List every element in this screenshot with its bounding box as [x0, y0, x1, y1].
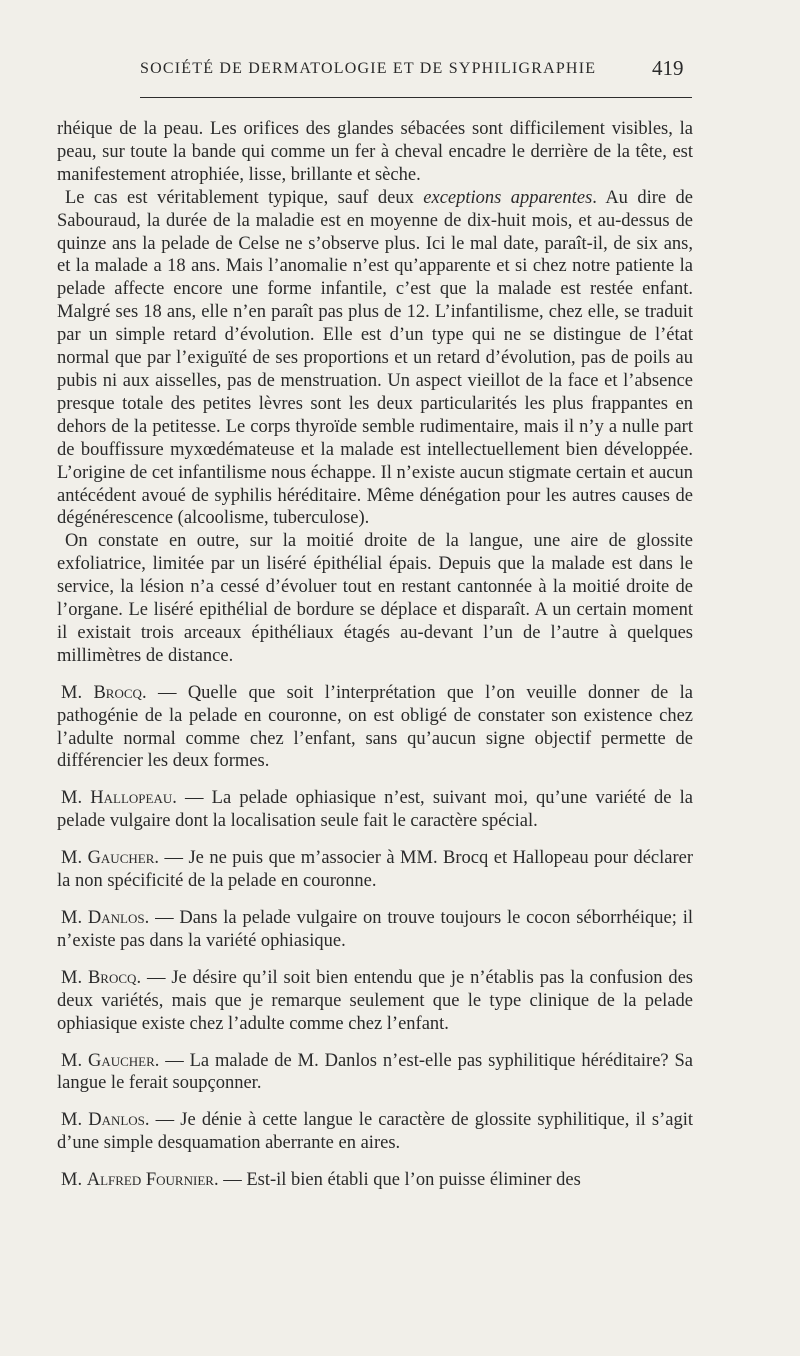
body-text [57, 118, 693, 1192]
italic-phrase: exceptions apparentes [423, 187, 593, 208]
speaker-title: M. [61, 848, 83, 869]
speech-brocq: M. Brocq. — Quelle que soit l’interprétation que l’on veuille donner de la pathogénie de la pelade en couronne, on est obligé de constater son existence chez l’adulte normal comme chez l’enfant, sans qu’aucun signe objectif permette de différencier les deux formes. [57, 682, 694, 772]
speaker-name: Danlos [87, 908, 145, 928]
speech-danlos: M. Danlos. — Dans la pelade vulgaire on trouve toujours le cocon séborrhéique; il n’existe pas dans la variété ophiasique. [57, 908, 693, 951]
speaker-title: M. [61, 682, 83, 703]
speech-hallopeau: M. Hallopeau. — La pelade ophiasique n’est, suivant moi, qu’une variété de la pelade vulgaire dont la localisation seule fait le caractère spécial. [57, 788, 693, 832]
speech-brocq: M. Brocq. — Je désire qu’il soit bien entendu que je n’établis pas la confusion des deux variétés, mais que je remarque seulement que le type clinique de la pelade ophiasique existe chez l’adulte comme chez l’enfant. [57, 967, 693, 1034]
speaker-name: Danlos [88, 1110, 145, 1131]
paragraph: On constate en outre, sur la moitié droite de la langue, une aire de glossite exfoliatrice, limitée par un liséré épithélial épais. Depuis que la malade est dans le service, la lésion n’a cessé d’évoluer tout en restant cantonnée à la moitié droite de l’organe. Le liséré epithélial de bordure se déplace et disparaît. A un certain moment il existait trois arceaux épithéliaux étagés au-devant l’un de l’autre à quelques millimètres de distance. [57, 531, 693, 666]
speaker-title: M. [61, 967, 83, 988]
header-rule [140, 97, 692, 98]
speaker-name: Alfred Fournier [86, 1170, 214, 1191]
speaker-title: M. [61, 1050, 83, 1071]
speaker-name: Hallopeau [90, 788, 173, 809]
speaker-title: M. [61, 1170, 83, 1191]
paragraph: rhéique de la peau. Les orifices des glandes sébacées sont difficilement visibles, la peau, sur toute la bande qui comme un fer à cheval encadre le derrière de la tête, est manifestement atrophiée, lisse, brillante et sèche. [57, 119, 693, 185]
page-number: 419 [652, 56, 684, 80]
speaker-name: Gaucher [87, 848, 155, 869]
speaker-name: Brocq [93, 682, 142, 703]
speaker-name: Brocq [87, 967, 137, 988]
speaker-title: M. [61, 908, 83, 928]
speaker-title: M. [61, 1110, 83, 1131]
speech-gaucher: M. Gaucher. — Je ne puis que m’associer à MM. Brocq et Hallopeau pour déclarer la non spécificité de la pelade en couronne. [57, 848, 694, 892]
paragraph: Le cas est véritablement typique, sauf deux exceptions apparentes. Au dire de Sabouraud, la durée de la maladie est en moyenne de dix-huit mois, et au-dessus de quinze ans la pelade de Celse ne s’observe plus. Ici le mal date, paraît-il, de six ans, et la malade a 18 ans. Mais l’anomalie n’est qu’apparente et si chez notre patiente la pelade affecte encore une forme infantile, c’est que la malade est restée enfant. Malgré ses 18 ans, elle n’en paraît pas plus de 12. L’infantilisme, chez elle, se traduit par un simple retard d’évolution. Elle est d’un type qui ne se distingue de l’état normal que par l’exiguïté de ses proportions et un retard d’évolution, pas de poils au pubis ni aux aisselles, pas de menstruation. Un aspect vieillot de la face et l’absence presque totale des petites lèvres sont les deux particularités les plus frappantes en dehors de la petitesse. Le corps thyroïde semble rudimentaire, mais il n’y a nulle part de bouffissure myxœdémateuse et la malade est intellectuellement bien développée. L’origine de cet infantilisme nous échappe. Il n’existe aucun stigmate certain et aucun antécédent avoué de syphilis héréditaire. Même dénégation pour les autres causes de dégénérescence (alcoolisme, tuberculose). [57, 187, 694, 529]
running-title: SOCIÉTÉ DE DERMATOLOGIE ET DE SYPHILIGRAPHIE [140, 60, 597, 77]
speech-alfred-fournier: M. Alfred Fournier. — Est-il bien établi que l’on puisse éliminer des [61, 1170, 581, 1191]
speech-danlos: M. Danlos. — Je dénie à cette langue le caractère de glossite syphilitique, il s’agit d’une simple desquamation aberrante en aires. [57, 1110, 693, 1154]
speaker-title: M. [61, 788, 83, 809]
speech-gaucher: M. Gaucher. — La malade de M. Danlos n’est-elle pas syphilitique héréditaire? Sa langue le ferait soupçonner. [57, 1050, 693, 1094]
page-header [0, 58, 800, 88]
speaker-name: Gaucher [87, 1050, 155, 1071]
